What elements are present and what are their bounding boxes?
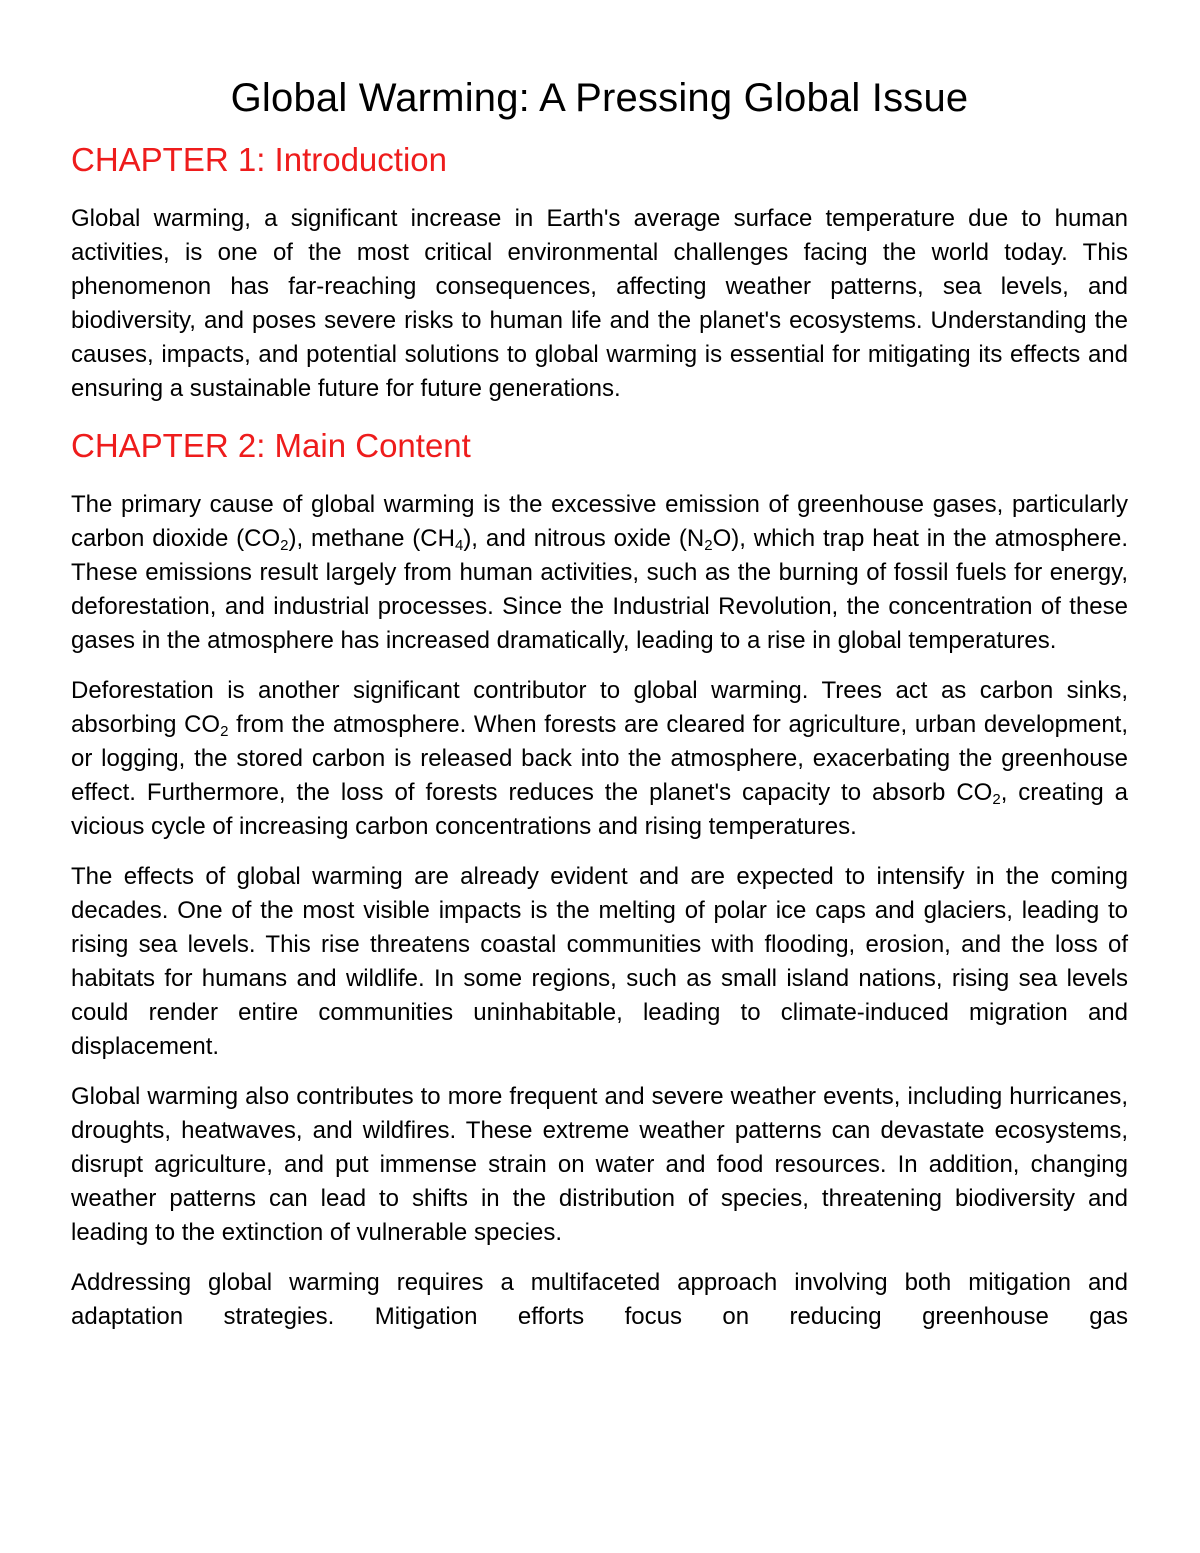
document-title: Global Warming: A Pressing Global Issue	[230, 76, 969, 120]
paragraph-text: ), and nitrous oxide (N	[463, 525, 705, 552]
chapter-2-paragraph-5: Addressing global warming requires a multifaceted approach involving both mitigation and adaptation strategies. Mitigation efforts focus on reducing greenhouse gas	[71, 1269, 1128, 1330]
paragraph-text: O), which trap heat in the atmosphere. These emissions result largely from human activities, such as the burning of fossil fuels for energy, deforestation, and industrial processes. Since the Industrial Revolution, the concentration of these gases in the atmosphere has increased dramatically, leading to a rise in global temperatures.	[71, 525, 1128, 654]
chapter-2-paragraph-4: Global warming also contributes to more frequent and severe weather events, including hurricanes, droughts, heatwaves, and wildfires. These extreme weather patterns can devastate ecosystems, disrupt agriculture, and put immense strain on water and food resources. In addition, changing weather patterns can lead to shifts in the distribution of species, threatening biodiversity and leading to the extinction of vulnerable species.	[71, 1083, 1128, 1246]
chapter-2-paragraph-1	[71, 488, 1128, 658]
chapter-2-heading: CHAPTER 2: Main Content	[71, 427, 471, 464]
paragraph-text: from the atmosphere. When forests are cleared for agriculture, urban development, or logging, the stored carbon is released back into the atmosphere, exacerbating the greenhouse effect. Furthermore, the loss of forests reduces the planet's capacity to absorb CO	[71, 711, 1128, 806]
subscript: 2	[280, 537, 289, 554]
paragraph-text: , creating a vicious cycle of increasing carbon concentrations and rising temperatures.	[71, 779, 1128, 840]
chapter-1-paragraph: Global warming, a significant increase in Earth's average surface temperature due to human activities, is one of the most critical environmental challenges facing the world today. This phenomenon has far-reaching consequences, affecting weather patterns, sea levels, and biodiversity, and poses severe risks to human life and the planet's ecosystems. Understanding the causes, impacts, and potential solutions to global warming is essential for mitigating its effects and ensuring a sustainable future for future generations.	[71, 205, 1128, 402]
document-page	[71, 72, 1128, 1350]
paragraph-text: ), methane (CH	[288, 525, 455, 552]
subscript: 2	[220, 723, 229, 740]
paragraph-text: The primary cause of global warming is the excessive emission of greenhouse gases, particularly carbon dioxide (CO	[71, 491, 1128, 552]
subscript: 2	[992, 791, 1001, 808]
subscript: 4	[454, 537, 464, 554]
paragraph-text: Deforestation is another significant contributor to global warming. Trees act as carbon sinks, absorbing CO	[71, 677, 1128, 738]
chapter-1-heading: CHAPTER 1: Introduction	[71, 141, 447, 178]
chapter-2-paragraph-3: The effects of global warming are already evident and are expected to intensify in the coming decades. One of the most visible impacts is the melting of polar ice caps and glaciers, leading to rising sea levels. This rise threatens coastal communities with flooding, erosion, and the loss of habitats for humans and wildlife. In some regions, such as small island nations, rising sea levels could render entire communities uninhabitable, leading to climate-induced migration and displacement.	[71, 863, 1128, 1060]
chapter-2-paragraph-2	[71, 674, 1128, 844]
subscript: 2	[704, 537, 713, 554]
